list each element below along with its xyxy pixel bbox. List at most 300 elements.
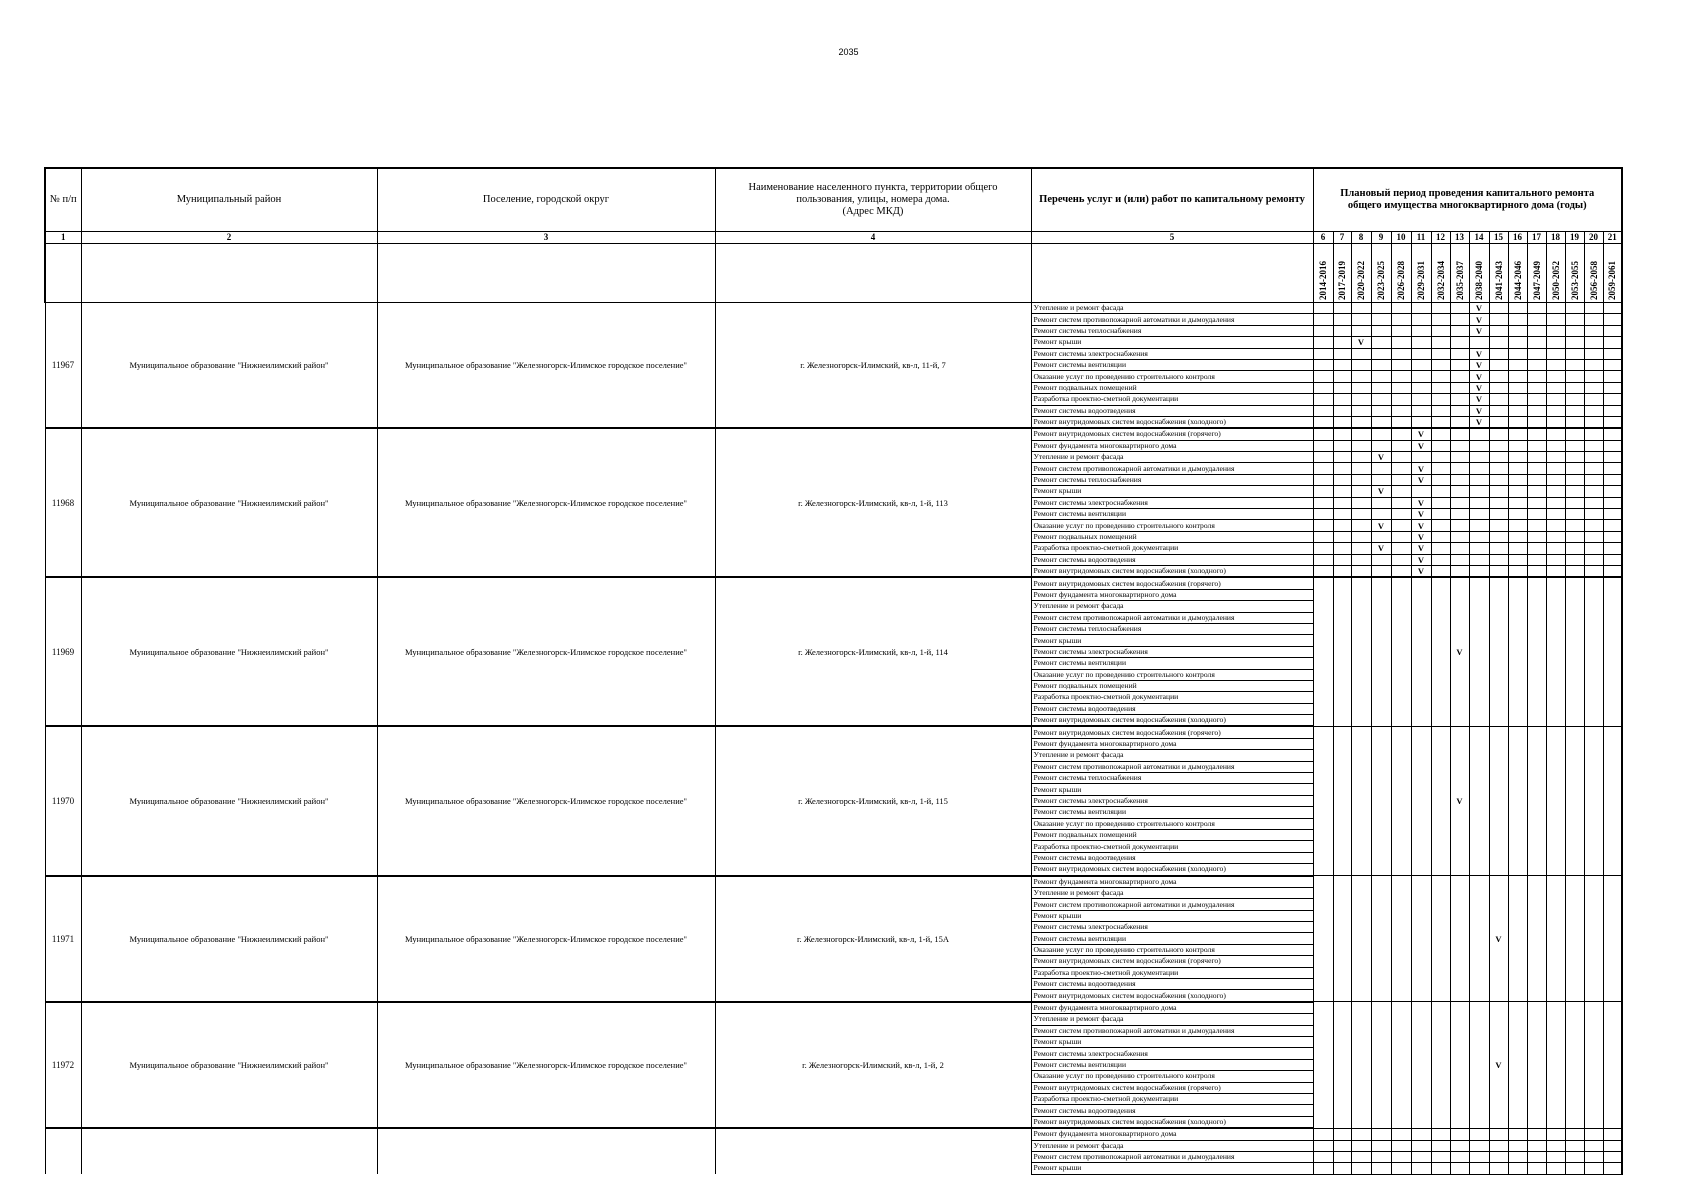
period-label-cell — [1508, 244, 1527, 303]
period-mark-cell — [1391, 1163, 1411, 1174]
work-item: Утепление и ремонт фасада — [1031, 1014, 1313, 1025]
period-mark-cell — [1603, 497, 1622, 508]
period-mark-cell — [1508, 876, 1527, 1002]
work-item: Утепление и ремонт фасада — [1031, 750, 1313, 761]
period-mark-cell — [1391, 452, 1411, 463]
period-mark-cell — [1450, 382, 1469, 393]
work-item: Ремонт внутридомовых систем водоснабжения (холодного) — [1031, 715, 1313, 727]
period-mark-cell — [1508, 325, 1527, 336]
period-mark-cell — [1313, 565, 1333, 577]
period-mark-cell — [1333, 1163, 1351, 1174]
period-mark-cell — [1527, 359, 1546, 370]
period-mark-cell — [1371, 314, 1391, 325]
period-mark-cell — [1546, 565, 1565, 577]
period-mark-cell — [1584, 1163, 1603, 1174]
period-mark-cell — [1527, 554, 1546, 565]
period-mark-cell — [1333, 1151, 1351, 1162]
period-mark-cell — [1351, 565, 1371, 577]
period-mark-cell — [1469, 474, 1489, 485]
period-mark-cell — [1584, 452, 1603, 463]
period-label-cell — [1371, 244, 1391, 303]
period-mark-cell — [1333, 577, 1351, 726]
period-mark-cell — [1489, 405, 1508, 416]
period-mark-cell — [1351, 497, 1371, 508]
work-item: Оказание услуг по проведению строительного контроля — [1031, 520, 1313, 531]
period-mark-cell — [1565, 486, 1584, 497]
period-mark-cell — [1603, 1151, 1622, 1162]
record-district: Муниципальное образование "Нижнеилимский район" — [81, 577, 377, 726]
period-mark-cell — [1450, 1163, 1469, 1174]
period-mark-cell — [1351, 1002, 1371, 1128]
period-mark-cell — [1333, 1128, 1351, 1140]
work-item: Ремонт системы вентиляции — [1031, 807, 1313, 818]
period-mark-cell — [1371, 876, 1391, 1002]
period-mark-cell — [1527, 520, 1546, 531]
period-mark-cell — [1313, 452, 1333, 463]
period-mark-cell — [1431, 416, 1450, 428]
column-number: 1 — [45, 232, 81, 244]
period-mark-cell — [1565, 554, 1584, 565]
table-row — [45, 726, 1622, 738]
period-mark-cell — [1411, 394, 1431, 405]
period-mark-cell — [1565, 382, 1584, 393]
period-label: 2059-2061 — [1607, 261, 1618, 300]
column-number: 17 — [1527, 232, 1546, 244]
period-mark-cell — [1351, 1128, 1371, 1140]
period-mark-cell — [1584, 876, 1603, 1002]
period-mark-cell — [1527, 726, 1546, 875]
period-mark-cell — [1508, 348, 1527, 359]
period-mark-cell — [1371, 440, 1391, 451]
period-mark-cell — [1565, 1002, 1584, 1128]
period-mark-cell — [1351, 463, 1371, 474]
record-address: г. Железногорск-Илимский, кв-л, 1-й, 115 — [715, 726, 1031, 875]
period-mark-cell — [1527, 531, 1546, 542]
period-mark-cell — [1450, 554, 1469, 565]
work-item: Оказание услуг по проведению строительного контроля — [1031, 818, 1313, 829]
period-mark-cell — [1546, 474, 1565, 485]
period-mark: V — [1411, 543, 1431, 554]
period-mark: V — [1411, 440, 1431, 451]
period-label: 2020-2022 — [1356, 261, 1366, 300]
period-mark-cell — [1431, 325, 1450, 336]
period-mark-cell — [1391, 337, 1411, 348]
period-mark: V — [1411, 428, 1431, 440]
period-mark-cell — [1313, 314, 1333, 325]
period-mark-cell — [1584, 314, 1603, 325]
work-item: Ремонт системы вентиляции — [1031, 359, 1313, 370]
period-mark-cell — [1351, 1140, 1371, 1151]
period-mark-cell — [1584, 428, 1603, 440]
work-item: Ремонт систем противопожарной автоматики и дымоудаления — [1031, 899, 1313, 910]
period-label: 2017-2019 — [1337, 261, 1347, 300]
period-mark-cell — [1546, 876, 1565, 1002]
period-mark-cell — [1450, 303, 1469, 314]
period-mark-cell — [1565, 474, 1584, 485]
period-mark-cell — [1351, 554, 1371, 565]
period-mark-cell — [1450, 405, 1469, 416]
period-mark-cell — [1333, 382, 1351, 393]
period-mark-cell — [1584, 463, 1603, 474]
period-mark: V — [1489, 1002, 1508, 1128]
period-mark-cell — [1508, 531, 1527, 542]
work-item: Ремонт системы электроснабжения — [1031, 1048, 1313, 1059]
period-mark-cell — [1565, 359, 1584, 370]
period-mark-cell — [1603, 371, 1622, 382]
record-district: Муниципальное образование "Нижнеилимский район" — [81, 303, 377, 429]
period-mark-cell — [1431, 394, 1450, 405]
period-mark-cell — [1313, 486, 1333, 497]
period-mark-cell — [1565, 463, 1584, 474]
work-item: Ремонт системы теплоснабжения — [1031, 474, 1313, 485]
period-mark-cell — [1508, 463, 1527, 474]
period-mark-cell — [1565, 497, 1584, 508]
period-mark-cell — [1527, 428, 1546, 440]
period-label-cell — [1603, 244, 1622, 303]
period-mark-cell — [1333, 416, 1351, 428]
period-mark: V — [1371, 520, 1391, 531]
period-mark: V — [1371, 486, 1391, 497]
work-item: Ремонт системы вентиляции — [1031, 509, 1313, 520]
work-item: Ремонт систем противопожарной автоматики и дымоудаления — [1031, 612, 1313, 623]
work-item: Ремонт внутридомовых систем водоснабжения (горячего) — [1031, 726, 1313, 738]
period-label: 2050-2052 — [1550, 261, 1561, 300]
period-mark-cell — [1391, 1002, 1411, 1128]
period-label-cell — [1489, 244, 1508, 303]
period-mark-cell — [1508, 509, 1527, 520]
work-item: Ремонт подвальных помещений — [1031, 680, 1313, 691]
period-mark-cell — [1351, 520, 1371, 531]
period-mark-cell — [1489, 1140, 1508, 1151]
work-item: Ремонт системы водоотведения — [1031, 554, 1313, 565]
period-mark-cell — [1469, 520, 1489, 531]
period-mark-cell — [1450, 1002, 1469, 1128]
period-mark-cell — [1527, 1151, 1546, 1162]
work-item: Ремонт систем противопожарной автоматики и дымоудаления — [1031, 1025, 1313, 1036]
period-mark-cell — [1333, 565, 1351, 577]
work-item: Ремонт системы электроснабжения — [1031, 922, 1313, 933]
period-mark-cell — [1313, 325, 1333, 336]
period-mark-cell — [1469, 554, 1489, 565]
period-mark-cell — [1508, 440, 1527, 451]
period-label-cell — [1313, 244, 1333, 303]
period-mark-cell — [1391, 428, 1411, 440]
period-mark-cell — [1371, 1002, 1391, 1128]
record-settlement: Муниципальное образование "Железногорск-Илимское городское поселение" — [377, 876, 715, 1002]
period-mark-cell — [1391, 1151, 1411, 1162]
period-mark-cell — [1546, 726, 1565, 875]
work-item: Ремонт фундамента многоквартирного дома — [1031, 876, 1313, 888]
period-mark-cell — [1584, 520, 1603, 531]
work-item: Ремонт систем противопожарной автоматики и дымоудаления — [1031, 761, 1313, 772]
period-mark-cell — [1489, 348, 1508, 359]
column-number: 11 — [1411, 232, 1431, 244]
period-mark-cell — [1450, 486, 1469, 497]
period-mark-cell — [1431, 1128, 1450, 1140]
column-number: 6 — [1313, 232, 1333, 244]
work-item: Ремонт крыши — [1031, 486, 1313, 497]
period-mark-cell — [1489, 416, 1508, 428]
period-mark-cell — [1313, 371, 1333, 382]
period-mark-cell — [1351, 509, 1371, 520]
period-mark-cell — [1313, 303, 1333, 314]
period-mark-cell — [1411, 405, 1431, 416]
work-item: Утепление и ремонт фасада — [1031, 601, 1313, 612]
record-number: 11969 — [45, 577, 81, 726]
period-mark: V — [1371, 452, 1391, 463]
period-mark-cell — [1603, 554, 1622, 565]
record-address: г. Железногорск-Илимский, кв-л, 1-й, 114 — [715, 577, 1031, 726]
period-mark-cell — [1391, 348, 1411, 359]
period-mark-cell — [1584, 303, 1603, 314]
period-mark-cell — [1313, 543, 1333, 554]
period-mark-cell — [1603, 1140, 1622, 1151]
period-mark-cell — [1333, 726, 1351, 875]
period-mark-cell — [1431, 1151, 1450, 1162]
column-number: 18 — [1546, 232, 1565, 244]
period-mark-cell — [1351, 416, 1371, 428]
period-label: 2041-2043 — [1493, 261, 1504, 300]
period-label-cell — [1546, 244, 1565, 303]
period-mark-cell — [1546, 577, 1565, 726]
period-label-cell — [1450, 244, 1469, 303]
period-mark-cell — [1411, 452, 1431, 463]
period-mark-cell — [1351, 394, 1371, 405]
period-mark-cell — [1469, 1002, 1489, 1128]
work-item: Ремонт системы электроснабжения — [1031, 348, 1313, 359]
work-item: Ремонт системы водоотведения — [1031, 979, 1313, 990]
period-mark-cell — [1527, 416, 1546, 428]
period-mark-cell — [1508, 314, 1527, 325]
period-mark-cell — [1431, 405, 1450, 416]
period-label-cell — [1584, 244, 1603, 303]
period-mark-cell — [1527, 565, 1546, 577]
period-mark-cell — [1546, 554, 1565, 565]
period-mark-cell — [1508, 452, 1527, 463]
period-mark-cell — [1469, 565, 1489, 577]
period-mark-cell — [1371, 577, 1391, 726]
period-mark-cell — [1333, 405, 1351, 416]
period-mark-cell — [1603, 394, 1622, 405]
period-mark: V — [1450, 726, 1469, 875]
work-item: Ремонт систем противопожарной автоматики и дымоудаления — [1031, 314, 1313, 325]
period-mark-cell — [1565, 1151, 1584, 1162]
period-mark-cell — [1489, 440, 1508, 451]
period-mark-cell — [1584, 554, 1603, 565]
work-item: Ремонт внутридомовых систем водоснабжения (холодного) — [1031, 990, 1313, 1002]
period-mark-cell — [1469, 1151, 1489, 1162]
period-mark-cell — [1450, 359, 1469, 370]
period-mark-cell — [1411, 325, 1431, 336]
period-mark-cell — [1489, 726, 1508, 875]
period-label-cell — [1391, 244, 1411, 303]
period-mark-cell — [1565, 405, 1584, 416]
period-mark: V — [1469, 348, 1489, 359]
record-address: г. Железногорск-Илимский, кв-л, 11-й, 7 — [715, 303, 1031, 429]
period-mark-cell — [1371, 497, 1391, 508]
period-mark-cell — [1584, 1128, 1603, 1140]
period-label-cell — [1431, 244, 1450, 303]
capital-repair-table — [44, 167, 1623, 1175]
header-settlement: Поселение, городской округ — [377, 168, 715, 232]
period-mark-cell — [1603, 440, 1622, 451]
work-item: Ремонт внутридомовых систем водоснабжения (холодного) — [1031, 1116, 1313, 1128]
work-item: Разработка проектно-сметной документации — [1031, 394, 1313, 405]
period-mark-cell — [1391, 554, 1411, 565]
period-mark-cell — [1565, 876, 1584, 1002]
period-mark-cell — [1508, 371, 1527, 382]
period-mark-cell — [1546, 486, 1565, 497]
period-mark-cell — [1450, 394, 1469, 405]
period-mark: V — [1411, 554, 1431, 565]
period-mark-cell — [1527, 1002, 1546, 1128]
period-mark-cell — [1489, 463, 1508, 474]
period-mark-cell — [1391, 565, 1411, 577]
period-mark-cell — [1584, 509, 1603, 520]
period-mark-cell — [1489, 1163, 1508, 1174]
period-mark-cell — [1546, 1128, 1565, 1140]
period-mark-cell — [1489, 428, 1508, 440]
work-item: Утепление и ремонт фасада — [1031, 452, 1313, 463]
period-mark-cell — [1489, 486, 1508, 497]
column-number: 13 — [1450, 232, 1469, 244]
work-item: Ремонт системы теплоснабжения — [1031, 325, 1313, 336]
header-works: Перечень услуг и (или) работ по капитальному ремонту — [1031, 168, 1313, 232]
period-mark-cell — [1313, 1128, 1333, 1140]
period-mark-cell — [1431, 1163, 1450, 1174]
period-label-cell — [1411, 244, 1431, 303]
period-mark-cell — [1351, 314, 1371, 325]
period-mark-cell — [1313, 554, 1333, 565]
period-mark-cell — [1527, 497, 1546, 508]
period-label: 2044-2046 — [1512, 261, 1523, 300]
work-item: Ремонт фундамента многоквартирного дома — [1031, 738, 1313, 749]
period-mark-cell — [1489, 303, 1508, 314]
record-settlement: Муниципальное образование "Железногорск-Илимское городское поселение" — [377, 726, 715, 875]
period-mark-cell — [1371, 1128, 1391, 1140]
period-mark-cell — [1371, 337, 1391, 348]
work-item: Ремонт системы теплоснабжения — [1031, 773, 1313, 784]
period-mark-cell — [1546, 1002, 1565, 1128]
period-mark: V — [1469, 371, 1489, 382]
period-mark-cell — [1489, 382, 1508, 393]
period-mark-cell — [1527, 382, 1546, 393]
period-mark-cell — [1603, 416, 1622, 428]
period-mark-cell — [1450, 348, 1469, 359]
period-mark-cell — [1584, 474, 1603, 485]
period-mark-cell — [1565, 394, 1584, 405]
period-mark-cell — [1371, 359, 1391, 370]
table-row — [45, 876, 1622, 888]
period-mark-cell — [1508, 543, 1527, 554]
period-mark-cell — [1469, 876, 1489, 1002]
work-item: Оказание услуг по проведению строительного контроля — [1031, 669, 1313, 680]
period-mark-cell — [1371, 554, 1391, 565]
period-mark-cell — [1546, 416, 1565, 428]
period-mark-cell — [1565, 1163, 1584, 1174]
period-mark: V — [1469, 359, 1489, 370]
period-label-cell — [1333, 244, 1351, 303]
period-mark-cell — [1527, 876, 1546, 1002]
period-mark-cell — [1584, 543, 1603, 554]
period-mark-cell — [1508, 486, 1527, 497]
period-mark-cell — [1584, 577, 1603, 726]
period-mark-cell — [1391, 382, 1411, 393]
period-mark-cell — [1411, 371, 1431, 382]
period-mark-cell — [1546, 394, 1565, 405]
period-row — [45, 244, 1622, 303]
work-item: Ремонт внутридомовых систем водоснабжения (горячего) — [1031, 1082, 1313, 1093]
period-mark-cell — [1508, 1151, 1527, 1162]
period-mark-cell — [1431, 509, 1450, 520]
period-mark-cell — [1489, 314, 1508, 325]
period-mark-cell — [1313, 463, 1333, 474]
record-address — [715, 1128, 1031, 1174]
period-mark-cell — [1431, 359, 1450, 370]
period-mark-cell — [1351, 1151, 1371, 1162]
period-mark-cell — [1391, 509, 1411, 520]
work-item: Ремонт крыши — [1031, 1037, 1313, 1048]
period-mark-cell — [1469, 577, 1489, 726]
period-mark-cell — [1313, 440, 1333, 451]
period-mark-cell — [1603, 337, 1622, 348]
period-mark-cell — [1371, 382, 1391, 393]
period-mark: V — [1469, 325, 1489, 336]
period-mark-cell — [1584, 325, 1603, 336]
record-address: г. Железногорск-Илимский, кв-л, 1-й, 113 — [715, 428, 1031, 577]
period-mark-cell — [1546, 359, 1565, 370]
period-mark-cell — [1313, 348, 1333, 359]
period-mark-cell — [1431, 382, 1450, 393]
period-mark-cell — [1546, 371, 1565, 382]
period-mark-cell — [1450, 474, 1469, 485]
period-mark-cell — [1508, 416, 1527, 428]
work-item: Ремонт системы водоотведения — [1031, 703, 1313, 714]
column-number: 15 — [1489, 232, 1508, 244]
period-mark-cell — [1431, 486, 1450, 497]
record-settlement — [377, 1128, 715, 1174]
period-mark-cell — [1450, 1140, 1469, 1151]
period-mark-cell — [1450, 1128, 1469, 1140]
period-mark-cell — [1431, 1002, 1450, 1128]
work-item: Разработка проектно-сметной документации — [1031, 543, 1313, 554]
period-mark-cell — [1431, 452, 1450, 463]
period-mark-cell — [1313, 1163, 1333, 1174]
period-mark-cell — [1431, 337, 1450, 348]
period-mark: V — [1469, 416, 1489, 428]
period-mark-cell — [1411, 303, 1431, 314]
work-item: Ремонт системы электроснабжения — [1031, 497, 1313, 508]
period-mark-cell — [1603, 577, 1622, 726]
column-number: 10 — [1391, 232, 1411, 244]
period-mark-cell — [1527, 325, 1546, 336]
period-mark: V — [1411, 520, 1431, 531]
period-mark-cell — [1565, 577, 1584, 726]
period-mark-cell — [1391, 416, 1411, 428]
period-mark-cell — [1351, 726, 1371, 875]
work-item: Ремонт систем противопожарной автоматики и дымоудаления — [1031, 463, 1313, 474]
period-mark-cell — [1603, 359, 1622, 370]
table-row — [45, 1128, 1622, 1140]
period-mark-cell — [1489, 325, 1508, 336]
period-mark-cell — [1508, 497, 1527, 508]
period-mark-cell — [1391, 531, 1411, 542]
record-number: 11968 — [45, 428, 81, 577]
period-mark-cell — [1508, 474, 1527, 485]
period-mark-cell — [1469, 463, 1489, 474]
period-label-cell — [1469, 244, 1489, 303]
period-mark-cell — [1469, 428, 1489, 440]
